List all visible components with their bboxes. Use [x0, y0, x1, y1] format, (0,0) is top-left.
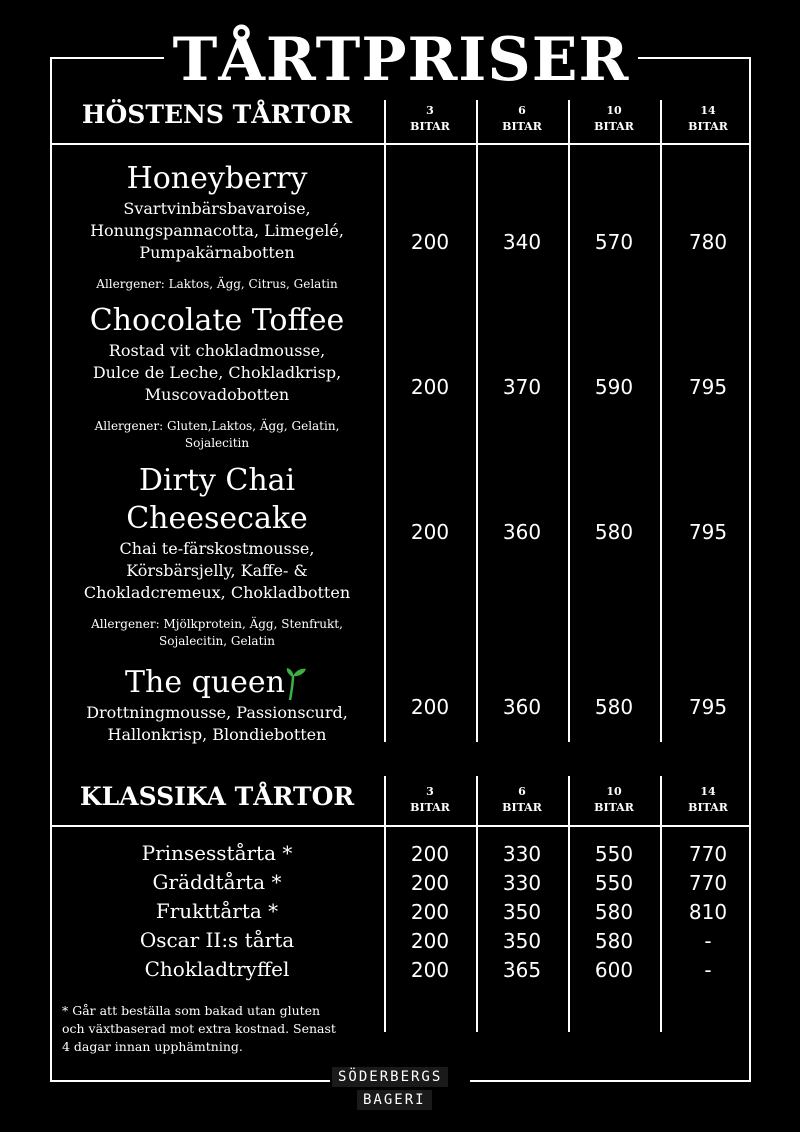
- cake-item: [52, 664, 382, 746]
- price-cell: 580: [594, 520, 634, 544]
- column-divider: [568, 776, 570, 1032]
- price-cell: 600: [594, 958, 634, 982]
- price-cell: 200: [410, 695, 450, 719]
- price-cell: 350: [502, 900, 542, 924]
- cake-allergens: Allergener: Laktos, Ägg, Citrus, Gelatin: [96, 277, 338, 291]
- price-cell: 200: [410, 520, 450, 544]
- frame-line: [749, 57, 751, 1081]
- price-cell: 795: [688, 520, 728, 544]
- price-cell: 200: [410, 929, 450, 953]
- price-cell: 200: [410, 842, 450, 866]
- footnote: * Går att beställa som bakad utan gluten och växtbaserad mot extra kostnad. Senast 4 dagar innan upphämtning.: [62, 1003, 336, 1054]
- price-cell: 360: [502, 520, 542, 544]
- column-header-3: 3 BITAR: [410, 785, 450, 814]
- cake-description: Drottningmousse, Passionscurd, Hallonkrisp, Blondiebotten: [86, 703, 348, 744]
- price-cell: 580: [594, 929, 634, 953]
- classic-cake-name: Oscar II:s tårta: [139, 928, 295, 952]
- section-title-classic: KLASSIKA TÅRTOR: [79, 782, 355, 811]
- price-cell: -: [704, 929, 712, 953]
- classic-cake-name: Frukttårta *: [155, 899, 279, 923]
- cake-name: Chocolate Toffee: [89, 303, 345, 338]
- price-cell: 350: [502, 929, 542, 953]
- frame-line: [50, 1080, 330, 1082]
- cake-allergens: Allergener: Gluten,Laktos, Ägg, Gelatin, Sojalecitin: [94, 419, 340, 450]
- cake-name: Honeyberry: [126, 161, 308, 196]
- frame-line: [50, 57, 164, 59]
- classic-cake-name: Gräddtårta *: [152, 870, 282, 894]
- cake-description: Chai te-färskostmousse, Körsbärsjelly, Kaffe- & Chokladcremeux, Chokladbotten: [83, 539, 351, 602]
- price-cell: 365: [502, 958, 542, 982]
- price-cell: 200: [410, 958, 450, 982]
- price-cell: 795: [688, 375, 728, 399]
- column-header-14: 14 BITAR: [688, 785, 728, 814]
- sprout-icon: [285, 667, 309, 701]
- price-cell: 360: [502, 695, 542, 719]
- page-title: TÅRTPRISER: [172, 25, 630, 95]
- price-cell: 580: [594, 900, 634, 924]
- frame-line: [638, 57, 751, 59]
- column-divider: [568, 100, 570, 742]
- column-header-3: 3 BITAR: [410, 104, 450, 133]
- price-cell: 330: [502, 842, 542, 866]
- cake-item: [52, 462, 382, 650]
- price-cell: 780: [688, 230, 728, 254]
- price-cell: 550: [594, 842, 634, 866]
- cake-description: Rostad vit chokladmousse, Dulce de Leche, Chokladkrisp, Muscovadobotten: [92, 341, 342, 404]
- divider: [50, 825, 751, 827]
- price-cell: 550: [594, 871, 634, 895]
- column-header-6: 6 BITAR: [502, 104, 542, 133]
- price-cell: 770: [688, 871, 728, 895]
- column-divider: [660, 776, 662, 1032]
- price-cell: 570: [594, 230, 634, 254]
- cake-name: The queen: [52, 664, 382, 702]
- price-cell: 340: [502, 230, 542, 254]
- classic-cake-name: Prinsesstårta *: [141, 841, 293, 865]
- column-divider: [476, 100, 478, 742]
- price-cell: 200: [410, 230, 450, 254]
- cake-name: Dirty Chai Cheesecake: [126, 463, 308, 536]
- bakery-logo: SÖDERBERGS BAGERI: [332, 1063, 467, 1111]
- cake-allergens: Allergener: Mjölkprotein, Ägg, Stenfrukt, Sojalecitin, Gelatin: [91, 617, 343, 648]
- price-cell: 580: [594, 695, 634, 719]
- column-header-10: 10 BITAR: [594, 104, 634, 133]
- price-cell: 770: [688, 842, 728, 866]
- cake-description: Svartvinbärsbavaroise, Honungspannacotta, Limegelé, Pumpakärnabotten: [90, 199, 344, 262]
- column-divider: [476, 776, 478, 1032]
- column-divider: [384, 100, 386, 742]
- cake-item: [52, 302, 382, 452]
- price-cell: 810: [688, 900, 728, 924]
- price-cell: 200: [410, 375, 450, 399]
- price-cell: 795: [688, 695, 728, 719]
- column-divider: [384, 776, 386, 1032]
- divider: [50, 143, 751, 145]
- price-cell: 370: [502, 375, 542, 399]
- column-header-14: 14 BITAR: [688, 104, 728, 133]
- classic-cake-name: Chokladtryffel: [144, 957, 290, 981]
- price-cell: 200: [410, 871, 450, 895]
- column-header-6: 6 BITAR: [502, 785, 542, 814]
- column-divider: [660, 100, 662, 742]
- price-cell: 330: [502, 871, 542, 895]
- price-cell: 590: [594, 375, 634, 399]
- cake-item: [52, 160, 382, 293]
- price-cell: -: [704, 958, 712, 982]
- price-cell: 200: [410, 900, 450, 924]
- frame-line: [470, 1080, 751, 1082]
- section-title-autumn: HÖSTENS TÅRTOR: [81, 100, 353, 129]
- column-header-10: 10 BITAR: [594, 785, 634, 814]
